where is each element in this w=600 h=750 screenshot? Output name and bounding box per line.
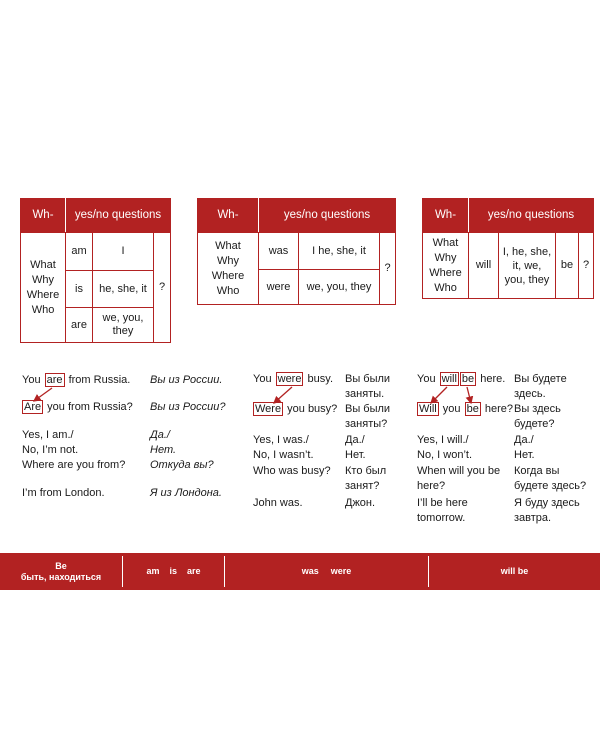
present-forms	[123, 553, 224, 590]
subject-cell: I	[93, 233, 154, 271]
present-form: is	[169, 566, 177, 576]
subject-cell: I, he, she, it, we, you, they	[499, 233, 556, 299]
verb-cell: am	[66, 233, 93, 271]
example-line: When will you be	[417, 465, 501, 477]
present-form: am	[146, 566, 160, 576]
translation: Я из Лондона.	[150, 487, 222, 499]
arrow-icon	[431, 387, 447, 403]
translation: Я буду здесь	[514, 497, 580, 509]
translation: Вы из России?	[150, 401, 226, 413]
translation: Да./	[345, 434, 365, 446]
translation: Нет.	[514, 449, 535, 461]
subject-cell: we, you, they	[93, 308, 154, 343]
translation: Да./	[150, 429, 170, 441]
wh-word: Who	[434, 281, 457, 294]
tense-summary-bar	[0, 553, 600, 590]
translation: Откуда вы?	[150, 459, 214, 471]
wh-header: Wh-	[21, 199, 66, 233]
question-mark-cell: ?	[579, 233, 594, 299]
be-cell: be	[556, 233, 579, 299]
translation: заняты?	[345, 418, 388, 430]
wh-words-cell	[423, 233, 469, 299]
example-line: Will you be here?	[419, 403, 514, 415]
future-forms: will be	[500, 566, 529, 576]
past-form: was	[301, 566, 319, 576]
example-line: Yes, I will./	[417, 434, 469, 446]
translation: завтра.	[514, 512, 552, 524]
wh-word: Where	[26, 288, 60, 301]
wh-word: Who	[31, 303, 55, 316]
verb-cell: is	[66, 271, 93, 308]
highlighted-verb: are	[46, 374, 63, 386]
translation: Вы были	[345, 403, 391, 415]
wh-word: What	[215, 239, 241, 252]
arrow-icon	[274, 387, 292, 403]
translation: здесь.	[514, 388, 546, 400]
example-line: No, I wasn’t.	[253, 449, 314, 461]
example-line: You were busy.	[253, 373, 333, 385]
future-question-table	[422, 198, 594, 299]
be-definition	[0, 553, 122, 590]
translation: Вы были	[345, 373, 391, 385]
wh-word: Who	[216, 284, 240, 297]
wh-word: What	[30, 258, 56, 271]
translation: Да./	[514, 434, 534, 446]
highlighted-verb: were	[277, 373, 302, 385]
wh-header: Wh-	[423, 199, 469, 233]
example-line: You are from Russia.	[22, 374, 131, 386]
past-question-table	[197, 198, 396, 305]
verb-cell: was	[259, 233, 299, 270]
translation: Вы здесь	[514, 403, 561, 415]
translation: будете здесь?	[514, 480, 587, 492]
yes-no-header: yes/no questions	[259, 199, 396, 233]
highlighted-verb: Will	[419, 403, 437, 415]
subject-cell: he, she, it	[93, 271, 154, 308]
past-forms	[225, 553, 428, 590]
wh-word: Why	[32, 273, 54, 286]
translation: Нет.	[150, 444, 177, 456]
past-form: were	[330, 566, 352, 576]
translation: Вы из России.	[150, 374, 223, 386]
question-mark-cell: ?	[380, 233, 396, 305]
example-line: No, I’m not.	[22, 444, 79, 456]
present-form: are	[187, 566, 201, 576]
subject-cell: we, you, they	[299, 270, 380, 305]
example-line: John was.	[253, 497, 303, 509]
example-line: No, I won’t.	[417, 449, 473, 461]
translation: будете?	[514, 418, 555, 430]
yes-no-header: yes/no questions	[469, 199, 594, 233]
question-mark-cell: ?	[154, 233, 171, 343]
highlighted-verb: Are	[24, 401, 42, 413]
present-question-table	[20, 198, 171, 343]
highlighted-verb: be	[461, 373, 475, 385]
verb-cell: will	[469, 233, 499, 299]
example-line: I’ll be here	[417, 497, 468, 509]
translation: Вы будете	[514, 373, 567, 385]
example-line: Yes, I was./	[253, 434, 309, 446]
wh-words-cell	[198, 233, 259, 305]
translation: Нет.	[345, 449, 366, 461]
verb-cell: were	[259, 270, 299, 305]
wh-word: Where	[429, 266, 462, 279]
example-line: Yes, I am./	[22, 429, 74, 441]
highlighted-verb: Were	[255, 403, 282, 415]
translation: Кто был	[345, 465, 387, 477]
wh-word: Why	[217, 254, 239, 267]
wh-word: Where	[211, 269, 245, 282]
example-line: Were you busy?	[255, 403, 338, 415]
highlighted-verb: be	[466, 403, 479, 415]
verb-cell: are	[66, 308, 93, 343]
example-line: I’m from London.	[22, 487, 105, 499]
arrow-icon	[467, 387, 471, 403]
be-label: Be	[55, 560, 67, 571]
yes-no-header: yes/no questions	[66, 199, 171, 233]
example-line: Where are you from?	[22, 459, 126, 471]
example-line: Who was busy?	[253, 465, 331, 477]
subject-cell: I he, she, it	[299, 233, 380, 270]
example-line: You will be here.	[417, 373, 506, 385]
be-translation: быть, находиться	[20, 571, 102, 582]
example-line: Are you from Russia?	[24, 401, 133, 413]
translation: Джон.	[345, 497, 376, 509]
translation: заняты.	[345, 388, 385, 400]
example-line: here?	[417, 480, 446, 492]
example-line: tomorrow.	[417, 512, 466, 524]
translation: занят?	[345, 480, 380, 492]
wh-word: Why	[434, 251, 457, 264]
translation: Когда вы	[514, 465, 560, 477]
wh-header: Wh-	[198, 199, 259, 233]
wh-words-cell	[21, 233, 66, 343]
highlighted-verb: will	[441, 373, 457, 385]
wh-word: What	[432, 236, 459, 249]
